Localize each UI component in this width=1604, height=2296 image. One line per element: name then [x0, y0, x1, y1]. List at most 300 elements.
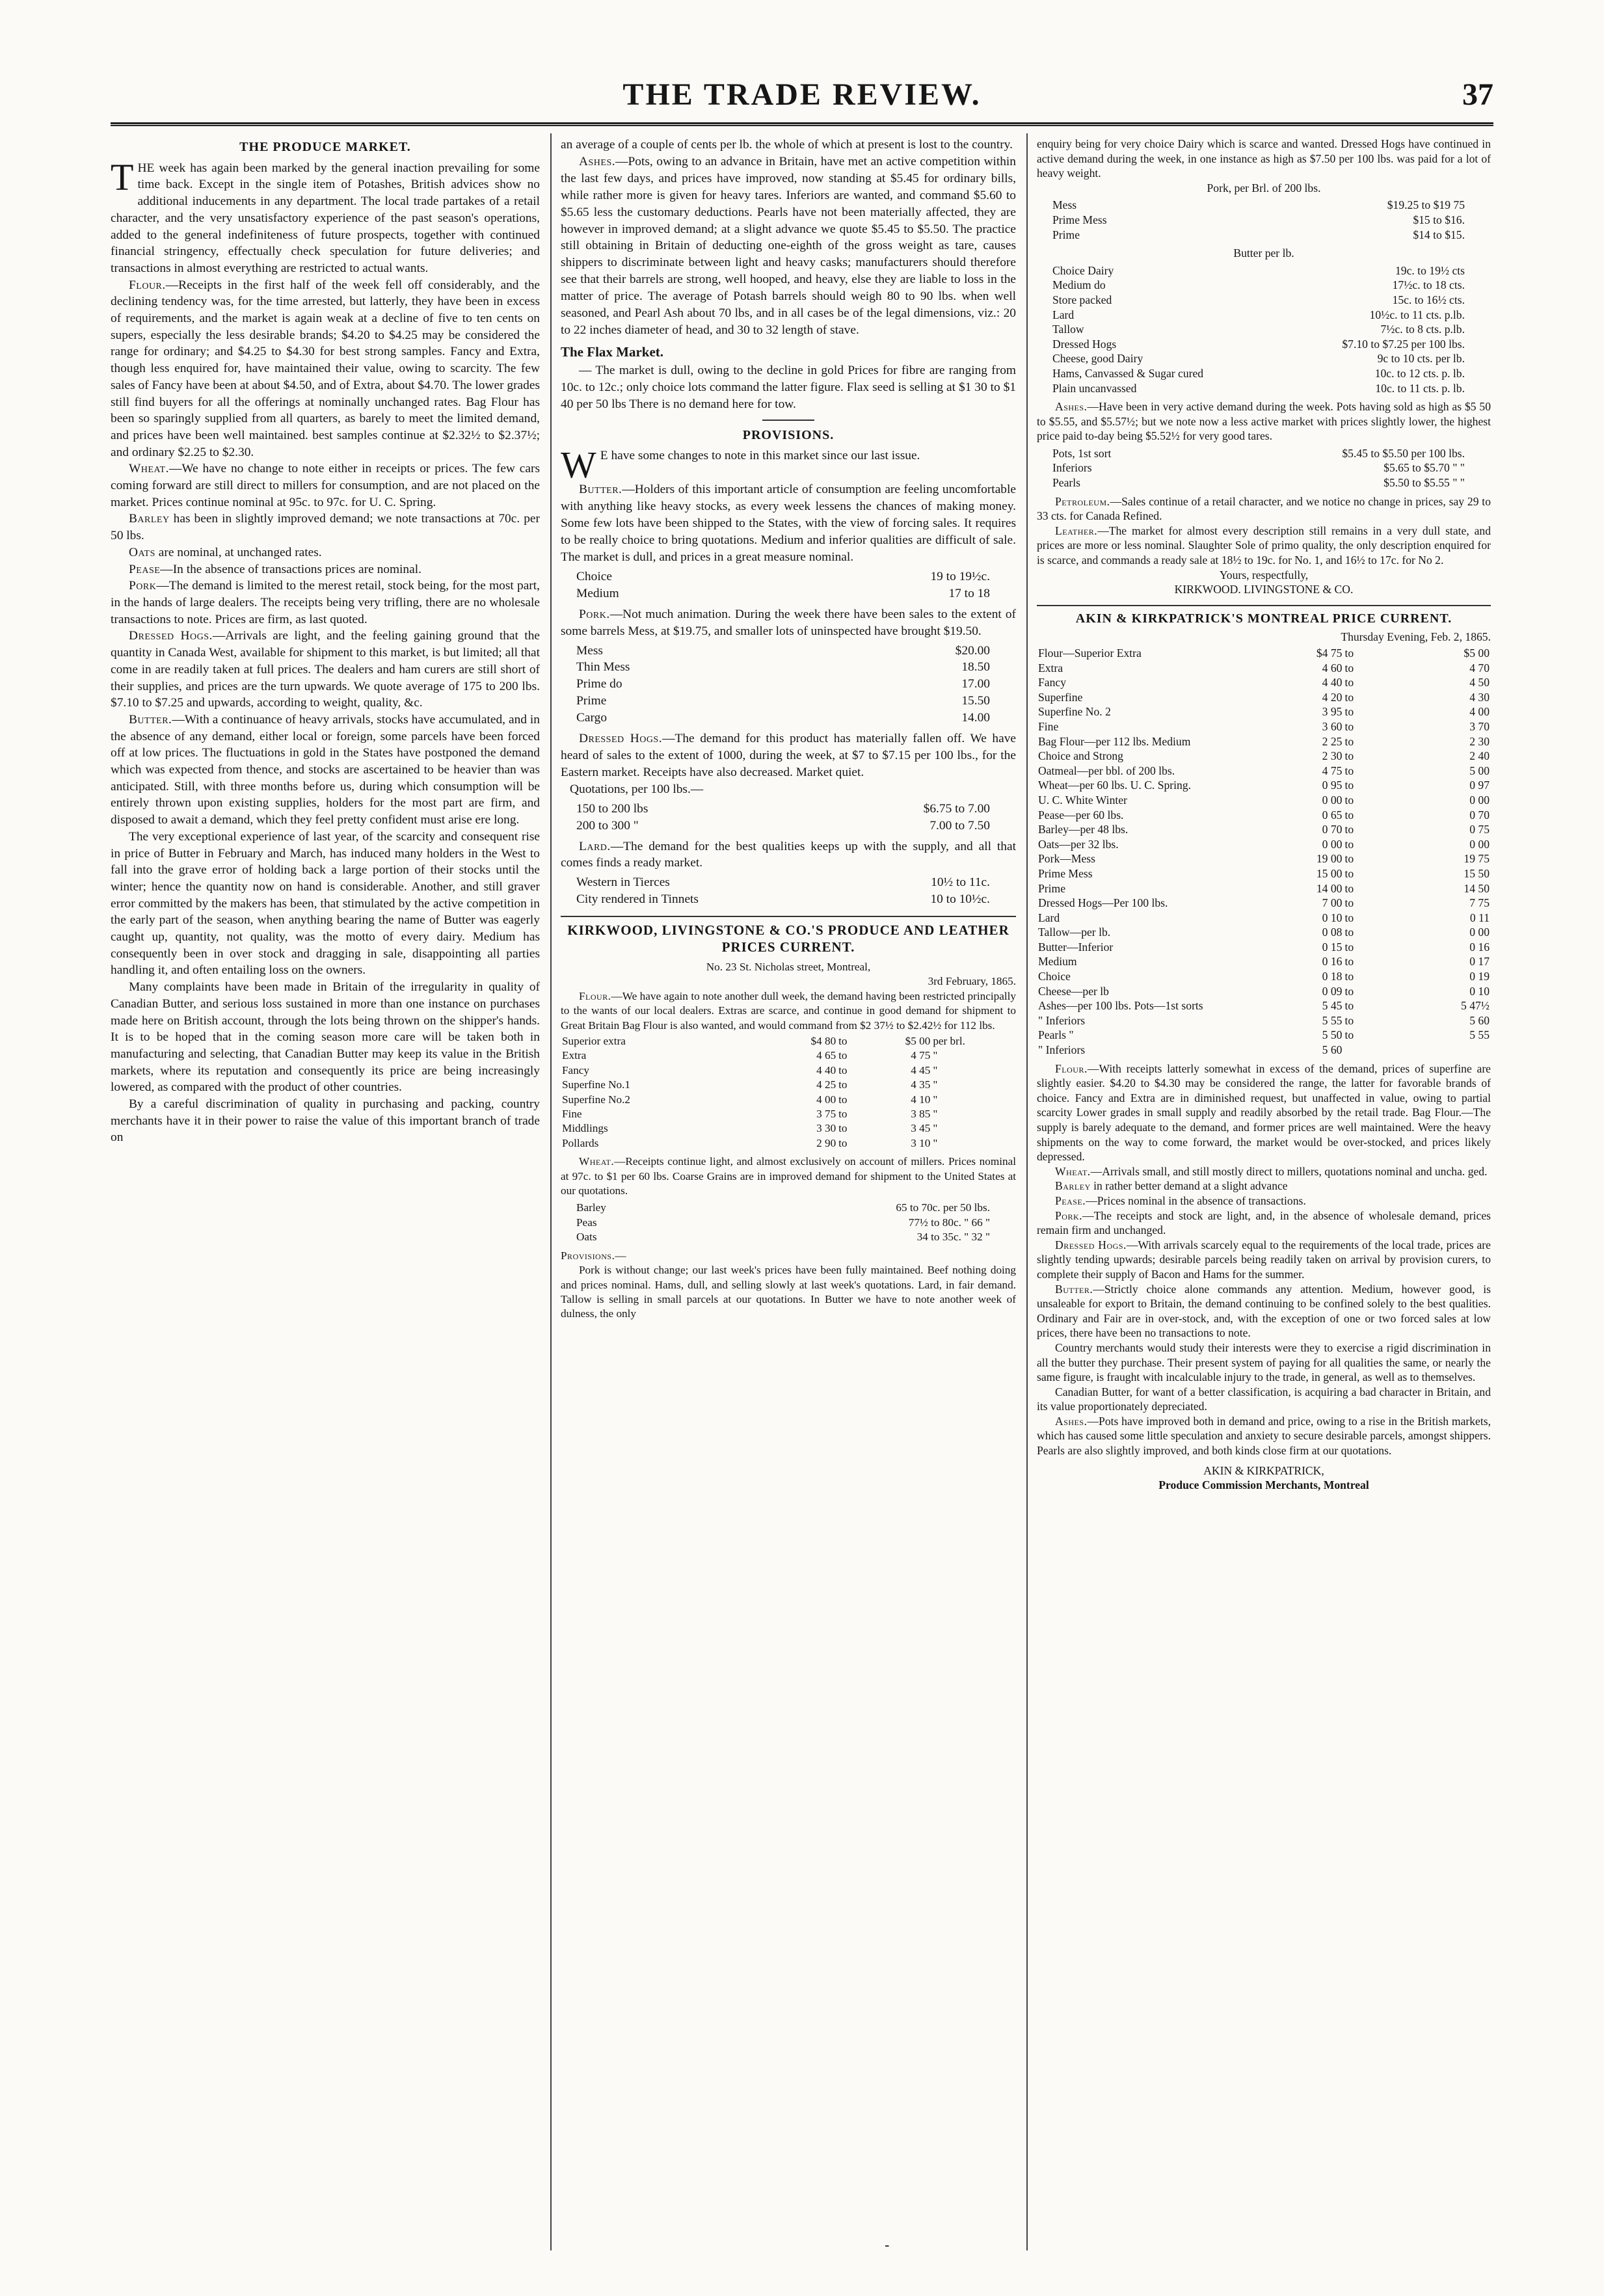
price-high: 14 50 [1464, 881, 1490, 895]
price-low: 0 10 [1322, 911, 1343, 924]
price-row [1037, 851, 1491, 866]
article-paragraph: enquiry being for very choice Dairy which is scarce and wanted. Dressed Hogs have continued in active demand during the week, in one instance as high as $7.50 per 100 lbs. was paid for a lot of heavy weight. [1037, 137, 1491, 180]
price-low: 3 75 [816, 1108, 836, 1121]
article-paragraph: Barley in rather better demand at a slight advance [1055, 1179, 1288, 1193]
price-label: 200 to 300 " [576, 818, 639, 833]
article-paragraph: Wheat.—We have no change to note either in receipts or prices. The few cars coming forward are still direct to millers for consumption, and are not placed on the market. Prices continue nominal at 95c. to 97c. for U. C. Spring. [111, 462, 540, 509]
article-paragraph: Wheat.—Arrivals small, and still mostly direct to millers, quotations nominal and uncha. ged. [1055, 1164, 1488, 1178]
price-separator: to [1344, 881, 1354, 895]
price-row [1037, 822, 1491, 837]
column-divider [1026, 133, 1028, 2250]
price-label: Superfine No. 2 [1038, 705, 1111, 719]
price-list [576, 643, 1016, 727]
article-paragraph: THE week has again been marked by the general inaction prevailing for some time back. Except in the single item of Potashes, British advices show no additional inducements in any department. The local trade partakes of a retail character, and the very unsatisfactory experience of the past season's operations, added to the general indefiniteness of future prospects, together with continued financial stringency, effectually check speculation for future deliveries; and transactions in almost everything are restricted to actual wants. [111, 155, 540, 275]
article-paragraph: W E have some changes to note in this market since our last issue. [561, 444, 920, 487]
price-separator: to [838, 1108, 848, 1121]
price-label: Pork—Mess [1038, 852, 1095, 866]
price-high: 7 75 [1469, 896, 1490, 910]
price-high: 4 50 [1469, 676, 1490, 689]
page-number: 37 [1462, 77, 1493, 112]
price-separator: to [1344, 764, 1354, 777]
price-low: 4 20 [1322, 690, 1343, 704]
price-high: 3 45 [911, 1122, 931, 1135]
price-row [1037, 646, 1491, 661]
price-low: 5 55 [1322, 1013, 1343, 1027]
price-value: 7½c. to 8 cts. p.lb. [1380, 323, 1465, 336]
price-label: Plain uncanvassed [1052, 381, 1137, 395]
price-value: $14 to $15. [1413, 228, 1465, 241]
article-paragraph: Flour.—We have again to note another dull week, the demand having been restricted principally to the wants of our local dealers. Extras are scarce, and continue in good demand for shipment to Great Britain Bag Flour is also wanted, and would command from $2 37½ to $2.42½ for 112 lbs. [561, 989, 1016, 1032]
price-row [1052, 475, 1491, 490]
price-row [576, 1216, 1016, 1230]
drop-cap: T [111, 155, 134, 198]
column-divider [550, 133, 552, 2250]
price-label: Prime Mess [1052, 213, 1107, 226]
price-row [1037, 704, 1491, 719]
price-low: 15 00 [1316, 866, 1343, 880]
divider [561, 916, 1016, 917]
price-separator: to [1344, 911, 1354, 924]
article-paragraph: Ashes.—Pots, owing to an advance in Britain, have met an active competition within the last few days, and prices have improved, now standing at $5.45 for ordinary bills, while rather more is given for heavy tares. Inferiors are wanted, and command $5.60 to $5.65 less the customary deductions. Pearls have not been materially affected, they are however in improved demand; at a slight advance we quote $5.45 to $5.50. The practice still obtaining in Britain of deducting one-eighth of the gross weight as tare, causes shippers to discriminate between light and heavy casks; manufacturers should therefore see that their barrels are strong, well hooped, and heavy, else they are liable to loss in the matter of price. The average of Potash barrels should weigh 80 to 90 lbs. when well seasoned, and Pearl Ash about 70 lbs, and in all cases be of the legal dimensions, viz.: 20 to 22 inches diameter of head, and 30 to 32 length of stave. [561, 154, 1016, 337]
price-list [1052, 198, 1491, 242]
price-high: 0 11 [1469, 911, 1490, 924]
price-high: 3 10 [911, 1136, 931, 1149]
section-subheading: The Flax Market. [561, 343, 664, 360]
price-label: Peas [576, 1216, 597, 1229]
price-list [576, 1201, 1016, 1244]
price-list [576, 801, 1016, 834]
price-separator: to [838, 1136, 848, 1149]
price-label: Thin Mess [576, 660, 630, 674]
price-row [1052, 322, 1491, 337]
section-heading: THE PRODUCE MARKET. [239, 140, 411, 154]
article-paragraph: Dressed Hogs.—Arrivals are light, and the feeling gaining ground that the quantity in Canada West, available for shipment to this market, is but limited; all that come in are readily taken at full prices. The dealers and ham curers are still short of their supplies, and prices are the turn upwards. We quote average of 175 to 200 lbs. $7.10 to $7.25 and upwards, according to weight, quality, &c. [111, 629, 540, 710]
section-heading: AKIN & KIRKPATRICK'S MONTREAL PRICE CURRENT. [1075, 611, 1452, 626]
price-label: Barley [576, 1201, 606, 1214]
price-label: Ashes—per 100 lbs. Pots—1st sorts [1038, 999, 1203, 1013]
price-label: Middlings [562, 1122, 608, 1135]
address-line: No. 23 St. Nicholas street, Montreal, [706, 960, 871, 973]
price-unit: per brl. [933, 1035, 965, 1047]
price-row [1037, 881, 1491, 896]
article-paragraph: Pease—In the absence of transactions prices are nominal. [129, 562, 421, 576]
price-low: 0 65 [1322, 808, 1343, 821]
price-label: Choice [576, 569, 612, 583]
price-high: 4 75 [911, 1049, 931, 1062]
price-unit: " [933, 1136, 938, 1149]
price-row [1037, 925, 1491, 940]
article-paragraph: an average of a couple of cents per lb. the whole of which at present is lost to the country. [561, 138, 1013, 152]
price-low: 19 00 [1316, 852, 1343, 866]
price-table [561, 1034, 1016, 1151]
price-row [1052, 213, 1491, 228]
price-high: 4 10 [911, 1093, 931, 1106]
price-separator: to [1344, 734, 1354, 748]
price-value: 65 to 70c. per 50 lbs. [896, 1201, 990, 1214]
price-row [1052, 446, 1491, 461]
price-row [1052, 308, 1491, 323]
price-label: " Inferiors [1038, 1013, 1086, 1027]
price-label: Wheat—per 60 lbs. U. C. Spring. [1038, 779, 1192, 792]
price-high: 0 00 [1469, 837, 1490, 851]
page-title: THE TRADE REVIEW. [622, 77, 982, 112]
price-value: 15.50 [961, 694, 990, 708]
price-row [1052, 351, 1491, 366]
article-paragraph: Butter.—Strictly choice alone commands any attention. Medium, however good, is unsaleable for export to Britain, the demand continuing to be confined solely to the best qualities. Ordinary and Fair are in over-stock, and, with the exception of one or two forced sales at low prices, there have been no transactions to note. [1037, 1282, 1491, 1340]
price-low: 4 75 [1322, 764, 1343, 777]
price-label: Western in Tierces [576, 875, 670, 890]
price-label: Butter—Inferior [1038, 940, 1114, 954]
price-low: 0 15 [1322, 940, 1343, 954]
article-paragraph: Ashes.—Have been in very active demand during the week. Pots having sold as high as $5 50 to $5.55, and $5.57½; but we note now a less active market with prices slightly lower, the highest price paid to-day being $5.52½ for very good tares. [1037, 400, 1491, 443]
price-row [561, 1107, 1016, 1121]
price-value: $5.65 to $5.70 " " [1383, 461, 1465, 475]
price-label: Pearls " [1038, 1028, 1074, 1042]
price-row [576, 568, 1016, 585]
article-paragraph: By a careful discrimination of quality in purchasing and packing, country merchants have it in their power to raise the value of this important branch of trade on [111, 1097, 540, 1145]
dateline: 3rd February, 1865. [928, 975, 1016, 988]
price-low: 5 60 [1322, 1043, 1343, 1057]
price-separator [1343, 1043, 1383, 1058]
price-label: Extra [1038, 661, 1063, 674]
price-separator: to [1344, 1013, 1354, 1027]
price-value: 7.00 to 7.50 [929, 818, 990, 833]
price-separator: to [1344, 793, 1354, 807]
price-unit: " [933, 1078, 938, 1091]
price-value: 34 to 35c. " 32 " [916, 1231, 990, 1244]
price-label: City rendered in Tinnets [576, 892, 699, 907]
price-low: 0 00 [1322, 837, 1343, 851]
price-value: 10 to 10½c. [930, 892, 990, 907]
list-caption: Quotations, per 100 lbs.— [570, 782, 704, 796]
article-paragraph: Pork.—Not much animation. During the week there have been sales to the extent of some barrels Mess, at $19.75, and smaller lots of uninspected have brought $19.50. [561, 607, 1016, 638]
price-value: 14.00 [961, 711, 990, 725]
price-label: Fancy [1038, 676, 1066, 689]
price-label: Superfine No.1 [562, 1078, 631, 1091]
price-row [1052, 263, 1491, 278]
price-label: Medium do [1052, 278, 1106, 292]
section-heading: PROVISIONS. [742, 427, 835, 442]
price-row [1037, 675, 1491, 690]
price-row [1037, 954, 1491, 969]
price-label: Oats—per 32 lbs. [1038, 837, 1119, 851]
price-row [561, 1048, 1016, 1063]
price-low: 2 90 [816, 1136, 836, 1149]
price-label: Cheese—per lb [1038, 984, 1109, 998]
price-separator: to [838, 1093, 848, 1106]
price-high: 5 00 [1469, 764, 1490, 777]
price-value: 19c. to 19½ cts [1395, 263, 1465, 277]
price-row [1037, 1028, 1491, 1043]
price-high: 3 85 [911, 1108, 931, 1121]
price-separator: to [1344, 647, 1354, 660]
price-label: 150 to 200 lbs [576, 801, 648, 816]
divider [762, 420, 814, 421]
price-row [1037, 969, 1491, 984]
price-table [1037, 646, 1491, 1058]
article-paragraph: Dressed Hogs.—With arrivals scarcely equal to the requirements of the local trade, prices are slightly tending upwards; desirable parcels being readily taken on arrival by provision curers, to complete their supply of Bacon and Hams for the summer. [1037, 1238, 1491, 1281]
price-high: 5 55 [1469, 1028, 1490, 1042]
article-paragraph: Wheat.—Receipts continue light, and almost exclusively on account of millers. Prices nominal at 97c. to $1 per 60 lbs. Coarse Grains are in improved demand for shipment to the United States at our quotations. [561, 1155, 1016, 1197]
price-row [1052, 366, 1491, 381]
price-row [1037, 719, 1491, 734]
article-paragraph: Many complaints have been made in Britain of the irregularity in quality of Canadian Butter, and serious loss sustained in more than one instance on purchases made here on British account, through the lots being thrown on the shipper's hands. It is to be hoped that in the coming season more care will be taken both in manufacturing and selecting, that Canadian Butter may keep its value in the British markets, where its reputation and consequently its price are being increasingly lowered, as compared with the product of other countries. [111, 980, 540, 1095]
price-row [576, 1201, 1016, 1215]
price-row [1037, 896, 1491, 911]
price-high: 4 00 [1469, 705, 1490, 719]
price-row [576, 710, 1016, 727]
price-label: Superfine [1038, 690, 1083, 704]
price-separator: to [1344, 955, 1354, 968]
signature-title: Produce Commission Merchants, Montreal [1158, 1478, 1369, 1492]
price-row [1037, 940, 1491, 955]
price-value: 15c. to 16½ cts. [1392, 293, 1465, 306]
price-label: Oatmeal—per bbl. of 200 lbs. [1038, 764, 1175, 777]
price-value: $15 to $16. [1413, 213, 1465, 226]
price-label: U. C. White Winter [1038, 793, 1127, 807]
price-low: 3 60 [1322, 719, 1343, 733]
price-row [1037, 911, 1491, 926]
price-row [1037, 1013, 1491, 1028]
price-value: 17½c. to 18 cts. [1392, 278, 1465, 292]
price-label: Choice and Strong [1038, 749, 1123, 763]
price-unit: " [933, 1122, 938, 1135]
price-high: 0 00 [1469, 926, 1490, 939]
price-separator: to [1344, 690, 1354, 704]
price-row [1037, 749, 1491, 764]
price-low: 0 95 [1322, 779, 1343, 792]
price-row [1037, 1043, 1491, 1058]
drop-cap: W [561, 444, 596, 487]
price-label: Pease—per 60 lbs. [1038, 808, 1124, 821]
price-separator: to [1344, 676, 1354, 689]
price-row [1037, 661, 1491, 676]
price-separator: to [1344, 940, 1354, 954]
list-caption: Butter per lb. [1233, 247, 1294, 260]
price-label: Pearls [1052, 476, 1080, 490]
price-row [1052, 381, 1491, 396]
price-list [1052, 446, 1491, 490]
price-row [576, 643, 1016, 660]
price-label: Prime [576, 694, 607, 708]
price-separator: to [838, 1035, 848, 1047]
price-row [576, 801, 1016, 818]
price-row [576, 676, 1016, 693]
price-label: Flour—Superior Extra [1038, 647, 1142, 660]
divider [1037, 605, 1491, 606]
price-label: Superior extra [562, 1035, 626, 1047]
price-separator: to [1344, 866, 1354, 880]
price-unit: " [933, 1063, 938, 1076]
price-low: 7 00 [1322, 896, 1343, 910]
price-low: 4 40 [816, 1063, 836, 1076]
price-label: Superfine No.2 [562, 1093, 631, 1106]
price-row [1037, 764, 1491, 779]
price-label: Pollards [562, 1136, 599, 1149]
price-separator: to [1344, 984, 1354, 998]
price-low: 0 70 [1322, 823, 1343, 836]
price-label: Prime [1052, 228, 1080, 241]
signature: AKIN & KIRKPATRICK, [1203, 1463, 1324, 1477]
column-1 [111, 137, 540, 2250]
price-value: $7.10 to $7.25 per 100 lbs. [1342, 337, 1465, 351]
price-label: Inferiors [1052, 461, 1092, 475]
price-high: 0 00 [1469, 793, 1490, 807]
price-row [576, 659, 1016, 676]
price-separator: to [1344, 749, 1354, 763]
price-low: 0 16 [1322, 955, 1343, 968]
signature: KIRKWOOD. LIVINGSTONE & CO. [1174, 583, 1354, 596]
price-separator: to [1344, 852, 1354, 866]
price-row [576, 891, 1016, 908]
price-label: Prime do [576, 677, 622, 691]
price-unit: " [933, 1093, 938, 1106]
price-value: $19.25 to $19 75 [1387, 198, 1465, 212]
article-paragraph: Pease.—Prices nominal in the absence of transactions. [1055, 1194, 1306, 1207]
price-value: $5.45 to $5.50 per 100 lbs. [1342, 446, 1465, 460]
price-low: 3 30 [816, 1122, 836, 1135]
price-low: 5 45 [1322, 999, 1343, 1013]
price-row [1052, 198, 1491, 213]
column-3 [1037, 137, 1491, 2250]
price-label: Cargo [576, 711, 608, 725]
price-low: 4 00 [816, 1093, 836, 1106]
price-separator: to [1344, 779, 1354, 792]
price-label: Tallow [1052, 323, 1084, 336]
header-rule [111, 122, 1493, 126]
article-paragraph: Pork is without change; our last week's prices have been fully maintained. Beef nothing doing and prices nominal. Hams, dull, and selling slowly at last week's quotations. Lard, in fair demand. Tallow is selling in small parcels at our quotations. In Butter we have to note another week of dulness, the only [561, 1264, 1016, 1320]
price-separator: to [838, 1122, 848, 1135]
price-value: 10½c. to 11 cts. p.lb. [1369, 308, 1465, 321]
price-value: $6.75 to 7.00 [923, 801, 990, 816]
price-label: Medium [1038, 955, 1077, 968]
price-high: 4 30 [1469, 690, 1490, 704]
price-separator: to [838, 1049, 848, 1062]
price-separator: to [1344, 896, 1354, 910]
article-paragraph: Provisions.— [561, 1249, 627, 1262]
price-label: Lard [1038, 911, 1060, 924]
dateline: Thursday Evening, Feb. 2, 1865. [1341, 630, 1491, 644]
price-high: $5 00 [905, 1035, 931, 1047]
price-label: Oats [576, 1231, 597, 1244]
price-high: 0 17 [1469, 955, 1490, 968]
footer-mark: - [885, 2237, 890, 2254]
price-high: 2 30 [1469, 734, 1490, 748]
price-low: 2 25 [1322, 734, 1343, 748]
price-high: 0 16 [1469, 940, 1490, 954]
price-low: 0 08 [1322, 926, 1343, 939]
price-high: 0 75 [1469, 823, 1490, 836]
list-caption: Pork, per Brl. of 200 lbs. [1207, 181, 1321, 194]
price-low: $4 80 [810, 1035, 836, 1047]
price-label: Fine [1038, 719, 1059, 733]
price-low: 2 30 [1322, 749, 1343, 763]
price-row [561, 1034, 1016, 1048]
price-separator: to [1344, 823, 1354, 836]
price-row [1037, 866, 1491, 881]
article-paragraph: Flour.—Receipts in the first half of the week fell off considerably, and the declining tendency was, for the time arrested, but latterly, they have been in excess of requirements, and the market is again weak at a decline of five to ten cents on supers, especially the less desirable brands; $4.20 to $4.25 may be considered the range for ordinary; and $4.25 to $4.30 for best strong samples. Fancy and Extra, though less enquired for, have maintained their value, owing to scarcity. The few sales of Fancy have been at about $4.50, and of Extra, about $4.70. The lower grades still find buyers for all the offerings at nominally unchanged rates. Bag Flour has been so sparingly supplied from all quarters, as barely to meet the limited demand, and prices have been well maintained. best samples continue at $2.32½ to $2.37½; and ordinary $2.25 to $2.30. [111, 278, 540, 459]
price-separator: to [1344, 661, 1354, 674]
price-low: 0 09 [1322, 984, 1343, 998]
price-high: 0 70 [1469, 808, 1490, 821]
price-label: Bag Flour—per 112 lbs. Medium [1038, 734, 1191, 748]
price-value: 10c. to 12 cts. p. lb. [1374, 366, 1465, 380]
price-row [576, 874, 1016, 891]
price-value: 17 to 18 [948, 586, 990, 600]
price-row [1052, 461, 1491, 475]
price-label: Store packed [1052, 293, 1112, 306]
price-low: 5 50 [1322, 1028, 1343, 1042]
price-separator: to [1344, 705, 1354, 719]
price-row [561, 1136, 1016, 1151]
price-high: 5 47½ [1461, 999, 1490, 1013]
price-row [561, 1063, 1016, 1078]
price-label: Prime Mess [1038, 866, 1093, 880]
price-row [561, 1093, 1016, 1107]
price-row [1052, 278, 1491, 293]
price-label: Mess [576, 643, 603, 658]
price-high: 3 70 [1469, 719, 1490, 733]
price-row [576, 818, 1016, 834]
price-value: 19 to 19½c. [930, 569, 990, 583]
price-low: 4 60 [1322, 661, 1343, 674]
price-low: 0 00 [1322, 793, 1343, 807]
price-row [1037, 837, 1491, 852]
price-label: Tallow—per lb. [1038, 926, 1111, 939]
price-row [1052, 293, 1491, 308]
price-row [1037, 808, 1491, 823]
price-row [1037, 690, 1491, 705]
article-paragraph: Canadian Butter, for want of a better classification, is acquiring a bad character in Britain, and its value proportionately depreciated. [1037, 1385, 1491, 1413]
price-row [561, 1078, 1016, 1092]
price-separator: to [838, 1078, 848, 1091]
price-row [1037, 793, 1491, 808]
price-separator: to [1344, 999, 1354, 1013]
masthead [111, 77, 1493, 122]
price-value: 10½ to 11c. [931, 875, 990, 890]
price-row [1052, 228, 1491, 243]
price-label: Prime [1038, 881, 1066, 895]
price-low: 3 95 [1322, 705, 1343, 719]
price-separator: to [1344, 837, 1354, 851]
price-label: Cheese, good Dairy [1052, 352, 1143, 366]
price-low: 4 25 [816, 1078, 836, 1091]
price-low: $4 75 [1316, 647, 1343, 660]
price-list [576, 568, 1016, 602]
price-value: $5.50 to $5.55 " " [1383, 476, 1465, 490]
article-paragraph: Butter.—Holders of this important article of consumption are feeling uncomfortable with anything like heavy stocks, as every week lessens the chances of making money. Some few lots have been shipped to the States, with the view of forcing sales. It requires to be really choice to bring quotations. Medium and inferior qualities are difficult of sale. The market is dull, and prices in a great measure nominal. [561, 483, 1016, 565]
price-high: 4 45 [911, 1063, 931, 1076]
price-separator: to [1344, 1028, 1354, 1042]
price-low: 14 00 [1316, 881, 1343, 895]
column-2 [561, 137, 1016, 2250]
price-low: 0 18 [1322, 970, 1343, 983]
price-low: 4 40 [1322, 676, 1343, 689]
price-value: 9c to 10 cts. per lb. [1377, 352, 1465, 366]
price-separator: to [838, 1063, 848, 1076]
price-row [576, 585, 1016, 602]
price-row [1037, 734, 1491, 749]
price-label: Dressed Hogs—Per 100 lbs. [1038, 896, 1168, 910]
article-paragraph: Petroleum.—Sales continue of a retail character, and we notice no change in prices, say 29 to 33 cts. for Canada Refined. [1037, 494, 1491, 523]
article-paragraph: — The market is dull, owing to the decline in gold Prices for fibre are ranging from 10c. to 12c.; only choice lots command the latter figure. Flax seed is selling at $1 30 to $1 40 per 50 lbs There is no demand here for tow. [561, 363, 1016, 411]
price-list [1052, 263, 1491, 395]
price-label: Choice Dairy [1052, 263, 1114, 277]
price-high: 4 35 [911, 1078, 931, 1091]
price-value: $20.00 [955, 643, 990, 658]
price-high: $5 00 [1464, 647, 1490, 660]
price-value: 17.00 [961, 677, 990, 691]
